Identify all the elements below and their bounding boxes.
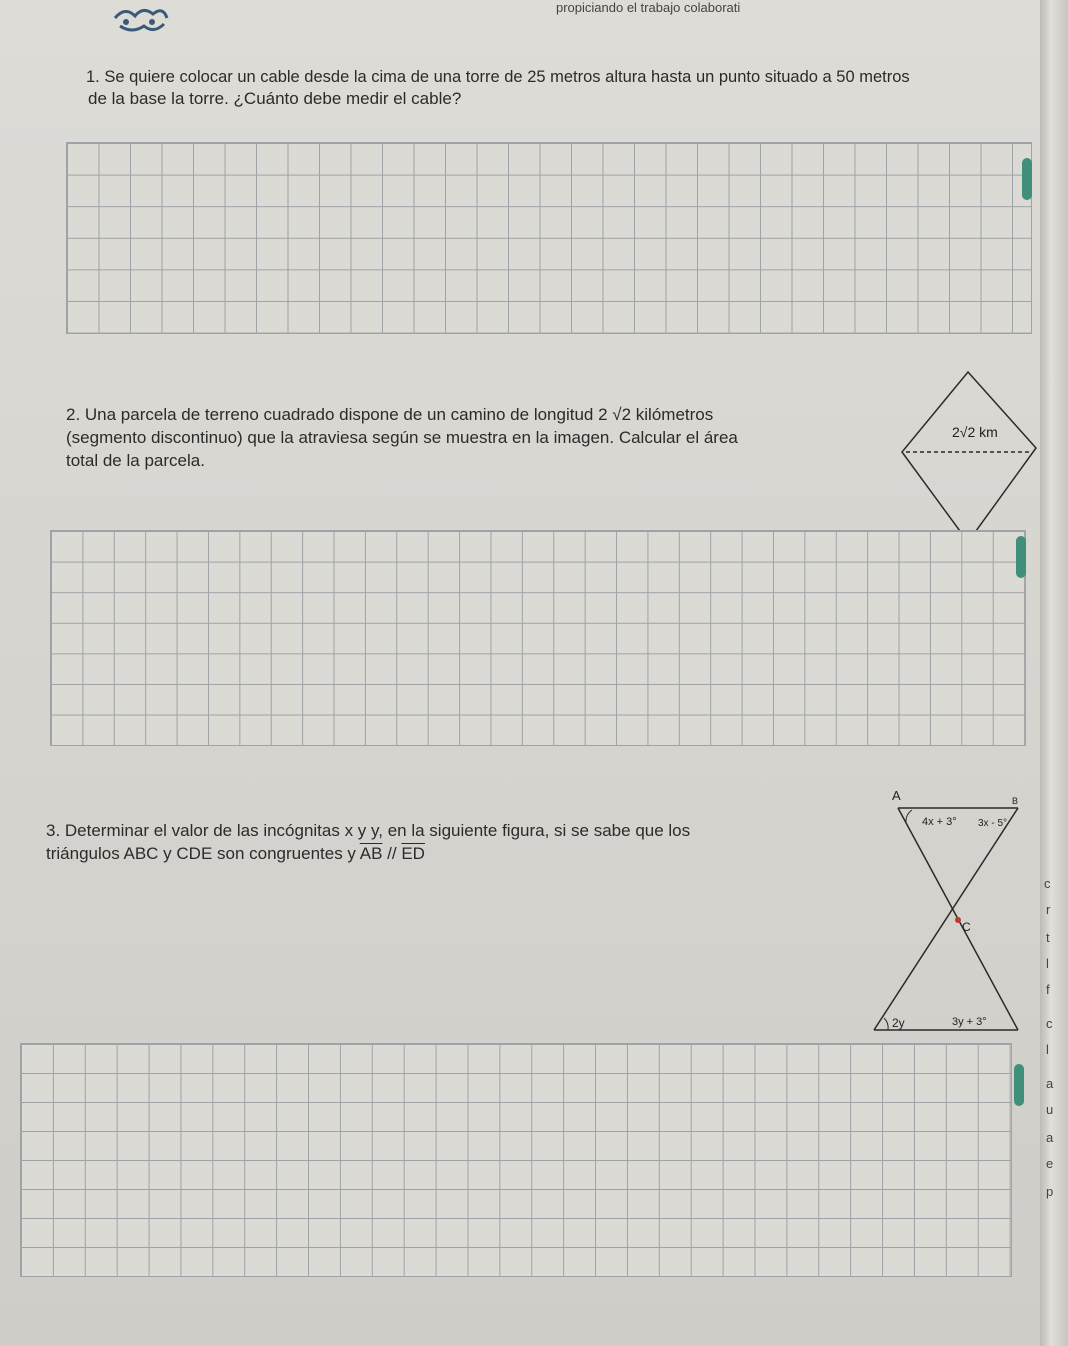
margin-letter: c [1044, 876, 1051, 891]
q3-line1: 3. Determinar el valor de las incógnitas x y y, en la siguiente figura, si se sabe que los [46, 821, 691, 840]
q2-line3: total de la parcela. [66, 451, 205, 470]
angle-d-label: 2y [892, 1016, 905, 1030]
running-title: propiciando el trabajo colaborati [556, 0, 741, 15]
segment-ed: $\overline{ED}$ [401, 844, 425, 863]
angle-a-label: 4x + 3° [922, 816, 957, 828]
q2-line1: 2. Una parcela de terreno cuadrado dispone de un camino de longitud 2 √2 kilómetros [66, 405, 714, 424]
answer-grid-1[interactable] [66, 142, 1032, 334]
margin-letter: p [1046, 1184, 1054, 1199]
margin-letter: a [1046, 1076, 1054, 1091]
vertex-a: A [892, 788, 901, 803]
margin-letter: c [1046, 1016, 1053, 1031]
square-parcel-figure [900, 368, 1040, 548]
page-tab [1022, 158, 1032, 200]
q3-line2 [46, 843, 425, 865]
segment-ab: $\overline{AB}$ [359, 844, 383, 863]
margin-letter: e [1046, 1156, 1054, 1171]
margin-letter: l [1046, 956, 1049, 971]
page-edge [1040, 0, 1068, 1346]
q2-line2: (segmento discontinuo) que la atraviesa según se muestra en la imagen. Calcular el área [66, 428, 738, 447]
margin-letter: r [1046, 902, 1051, 917]
angle-b-label: 3x - 5° [978, 818, 1008, 829]
answer-grid-3[interactable] [20, 1043, 1012, 1277]
logo-icon [110, 4, 170, 38]
margin-letter: a [1046, 1130, 1054, 1145]
answer-grid-2[interactable] [50, 530, 1026, 746]
page-tab-2 [1016, 536, 1026, 578]
margin-letter: l [1046, 1042, 1049, 1057]
margin-letter: t [1046, 930, 1050, 945]
q1-line2: de la base la torre. ¿Cuánto debe medir el cable? [88, 89, 462, 108]
diagonal-label: 2√2 km [952, 424, 998, 440]
parallel-symbol: // [382, 844, 402, 863]
angle-e-label: 3y + 3° [952, 1016, 987, 1028]
q3-line2-prefix: triángulos ABC y CDE son congruentes y [46, 844, 360, 863]
vertex-c: C [962, 920, 971, 934]
vertex-b: B [1012, 796, 1019, 806]
margin-letter: u [1046, 1102, 1054, 1117]
q1-line1: 1. Se quiere colocar un cable desde la cima de una torre de 25 metros altura hasta un punto situado a 50 metros [86, 68, 910, 86]
margin-letter: f [1046, 982, 1050, 997]
page-tab-3 [1014, 1064, 1024, 1106]
